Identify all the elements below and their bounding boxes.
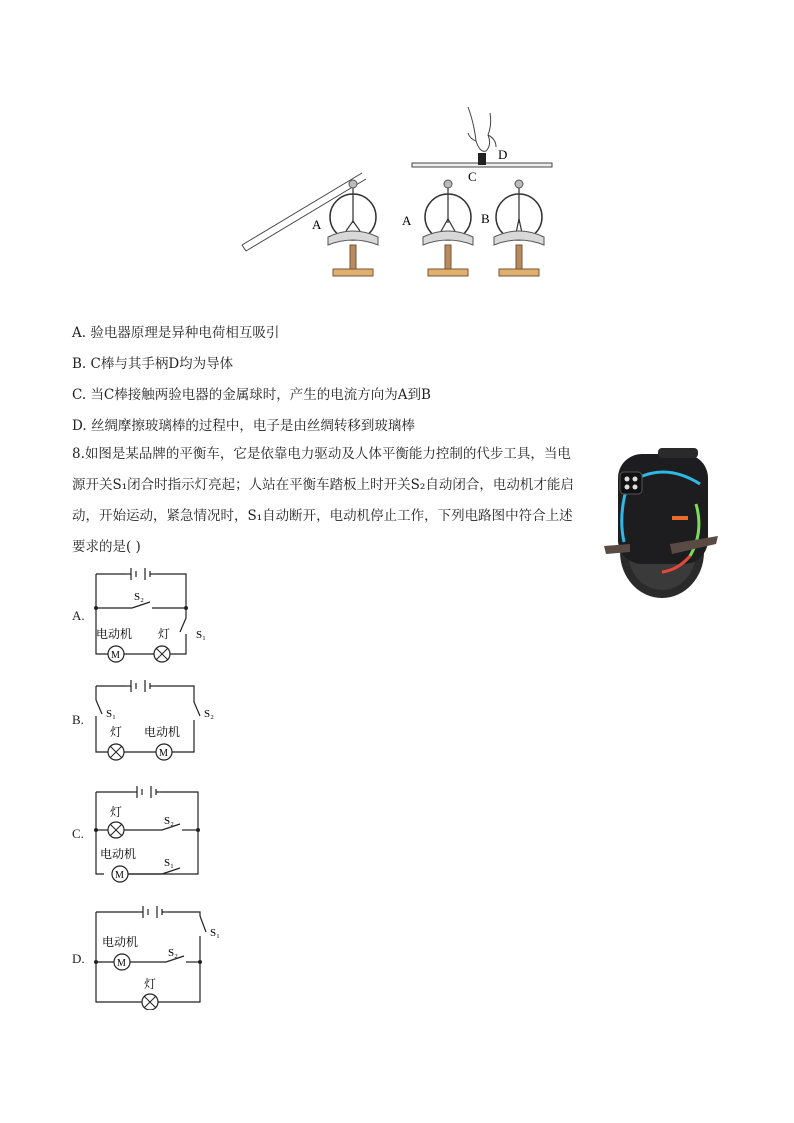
switch-s1-label: S₁: [196, 629, 206, 641]
option-text: 丝绸摩擦玻璃棒的过程中，电子是由丝绸转移到玻璃棒: [90, 418, 415, 434]
circuit-diagram-d: [88, 898, 238, 1010]
lamp-label: 灯: [158, 627, 171, 641]
q8-question-text: 8.如图是某品牌的平衡车，它是依靠电力驱动及人体平衡能力控制的代步工具，当电源开关S₁闭合时指示灯亮起；人站在平衡车踏板上时开关S₂自动闭合，电动机才能启动，开始运动，紧急情况时，S₁自动断开，电动机停止工作，下列电路图中符合上述要求的是( ): [72, 446, 574, 555]
lamp-label: 灯: [144, 977, 157, 991]
motor-m: M: [111, 650, 120, 661]
lamp-label: 灯: [110, 725, 123, 739]
circuit-diagram-c: [88, 778, 218, 888]
lamp-label: 灯: [110, 805, 123, 819]
switch-s1-label: S₁: [164, 857, 174, 869]
switch-s2-label: S₂: [134, 591, 144, 603]
lamp-symbol: [108, 744, 124, 760]
switch-s2-label: S₂: [168, 947, 178, 959]
option-letter: B.: [72, 356, 87, 372]
metal-rod-c: [412, 107, 552, 167]
switch-s1-label: S₁: [210, 927, 220, 939]
motor-m: M: [159, 748, 168, 759]
circuit-b-option-letter: B.: [72, 712, 84, 727]
q7-option-c: [72, 383, 431, 403]
option-text: 当C棒接触两验电器的金属球时，产生的电流方向为A到B: [90, 387, 431, 403]
option-text: 验电器原理是异种电荷相互吸引: [90, 325, 280, 341]
motor-label: 电动机: [96, 627, 133, 641]
circuit-diagram-a: [88, 560, 228, 670]
circuit-diagram-b: [88, 672, 228, 768]
q7-option-a: [72, 321, 279, 341]
option-letter: C.: [72, 387, 87, 403]
electroscope-b: [494, 180, 544, 276]
q7-option-d: [72, 414, 415, 434]
motor-label: 电动机: [100, 847, 137, 861]
switch-s2-label: S₂: [164, 815, 174, 827]
label-d: D: [498, 147, 508, 162]
q7-option-b: [72, 352, 233, 372]
motor-m: M: [117, 958, 126, 969]
label-a-middle: A: [402, 213, 412, 228]
label-b: B: [481, 211, 490, 226]
motor-m: M: [115, 870, 124, 881]
electroscope-a-middle: [423, 180, 473, 276]
label-c: C: [468, 169, 477, 184]
electroscope-a-left: [328, 180, 378, 276]
option-letter: D.: [72, 418, 87, 434]
lamp-symbol: [108, 822, 124, 838]
lamp-symbol: [154, 646, 170, 662]
electroscope-figure: [230, 95, 570, 285]
circuit-d-option-letter: D.: [72, 951, 85, 966]
option-text: C棒与其手柄D均为导体: [90, 356, 234, 372]
circuit-c-option-letter: C.: [72, 826, 84, 841]
balance-vehicle-image: [600, 444, 722, 600]
motor-label: 电动机: [102, 935, 139, 949]
switch-s1-label: S₁: [106, 708, 116, 720]
motor-label: 电动机: [144, 725, 181, 739]
label-a-left: A: [312, 217, 322, 232]
switch-s2-label: S₂: [204, 708, 214, 720]
lamp-symbol: [142, 994, 158, 1010]
circuit-a-option-letter: A.: [72, 608, 85, 623]
option-letter: A.: [72, 325, 87, 341]
